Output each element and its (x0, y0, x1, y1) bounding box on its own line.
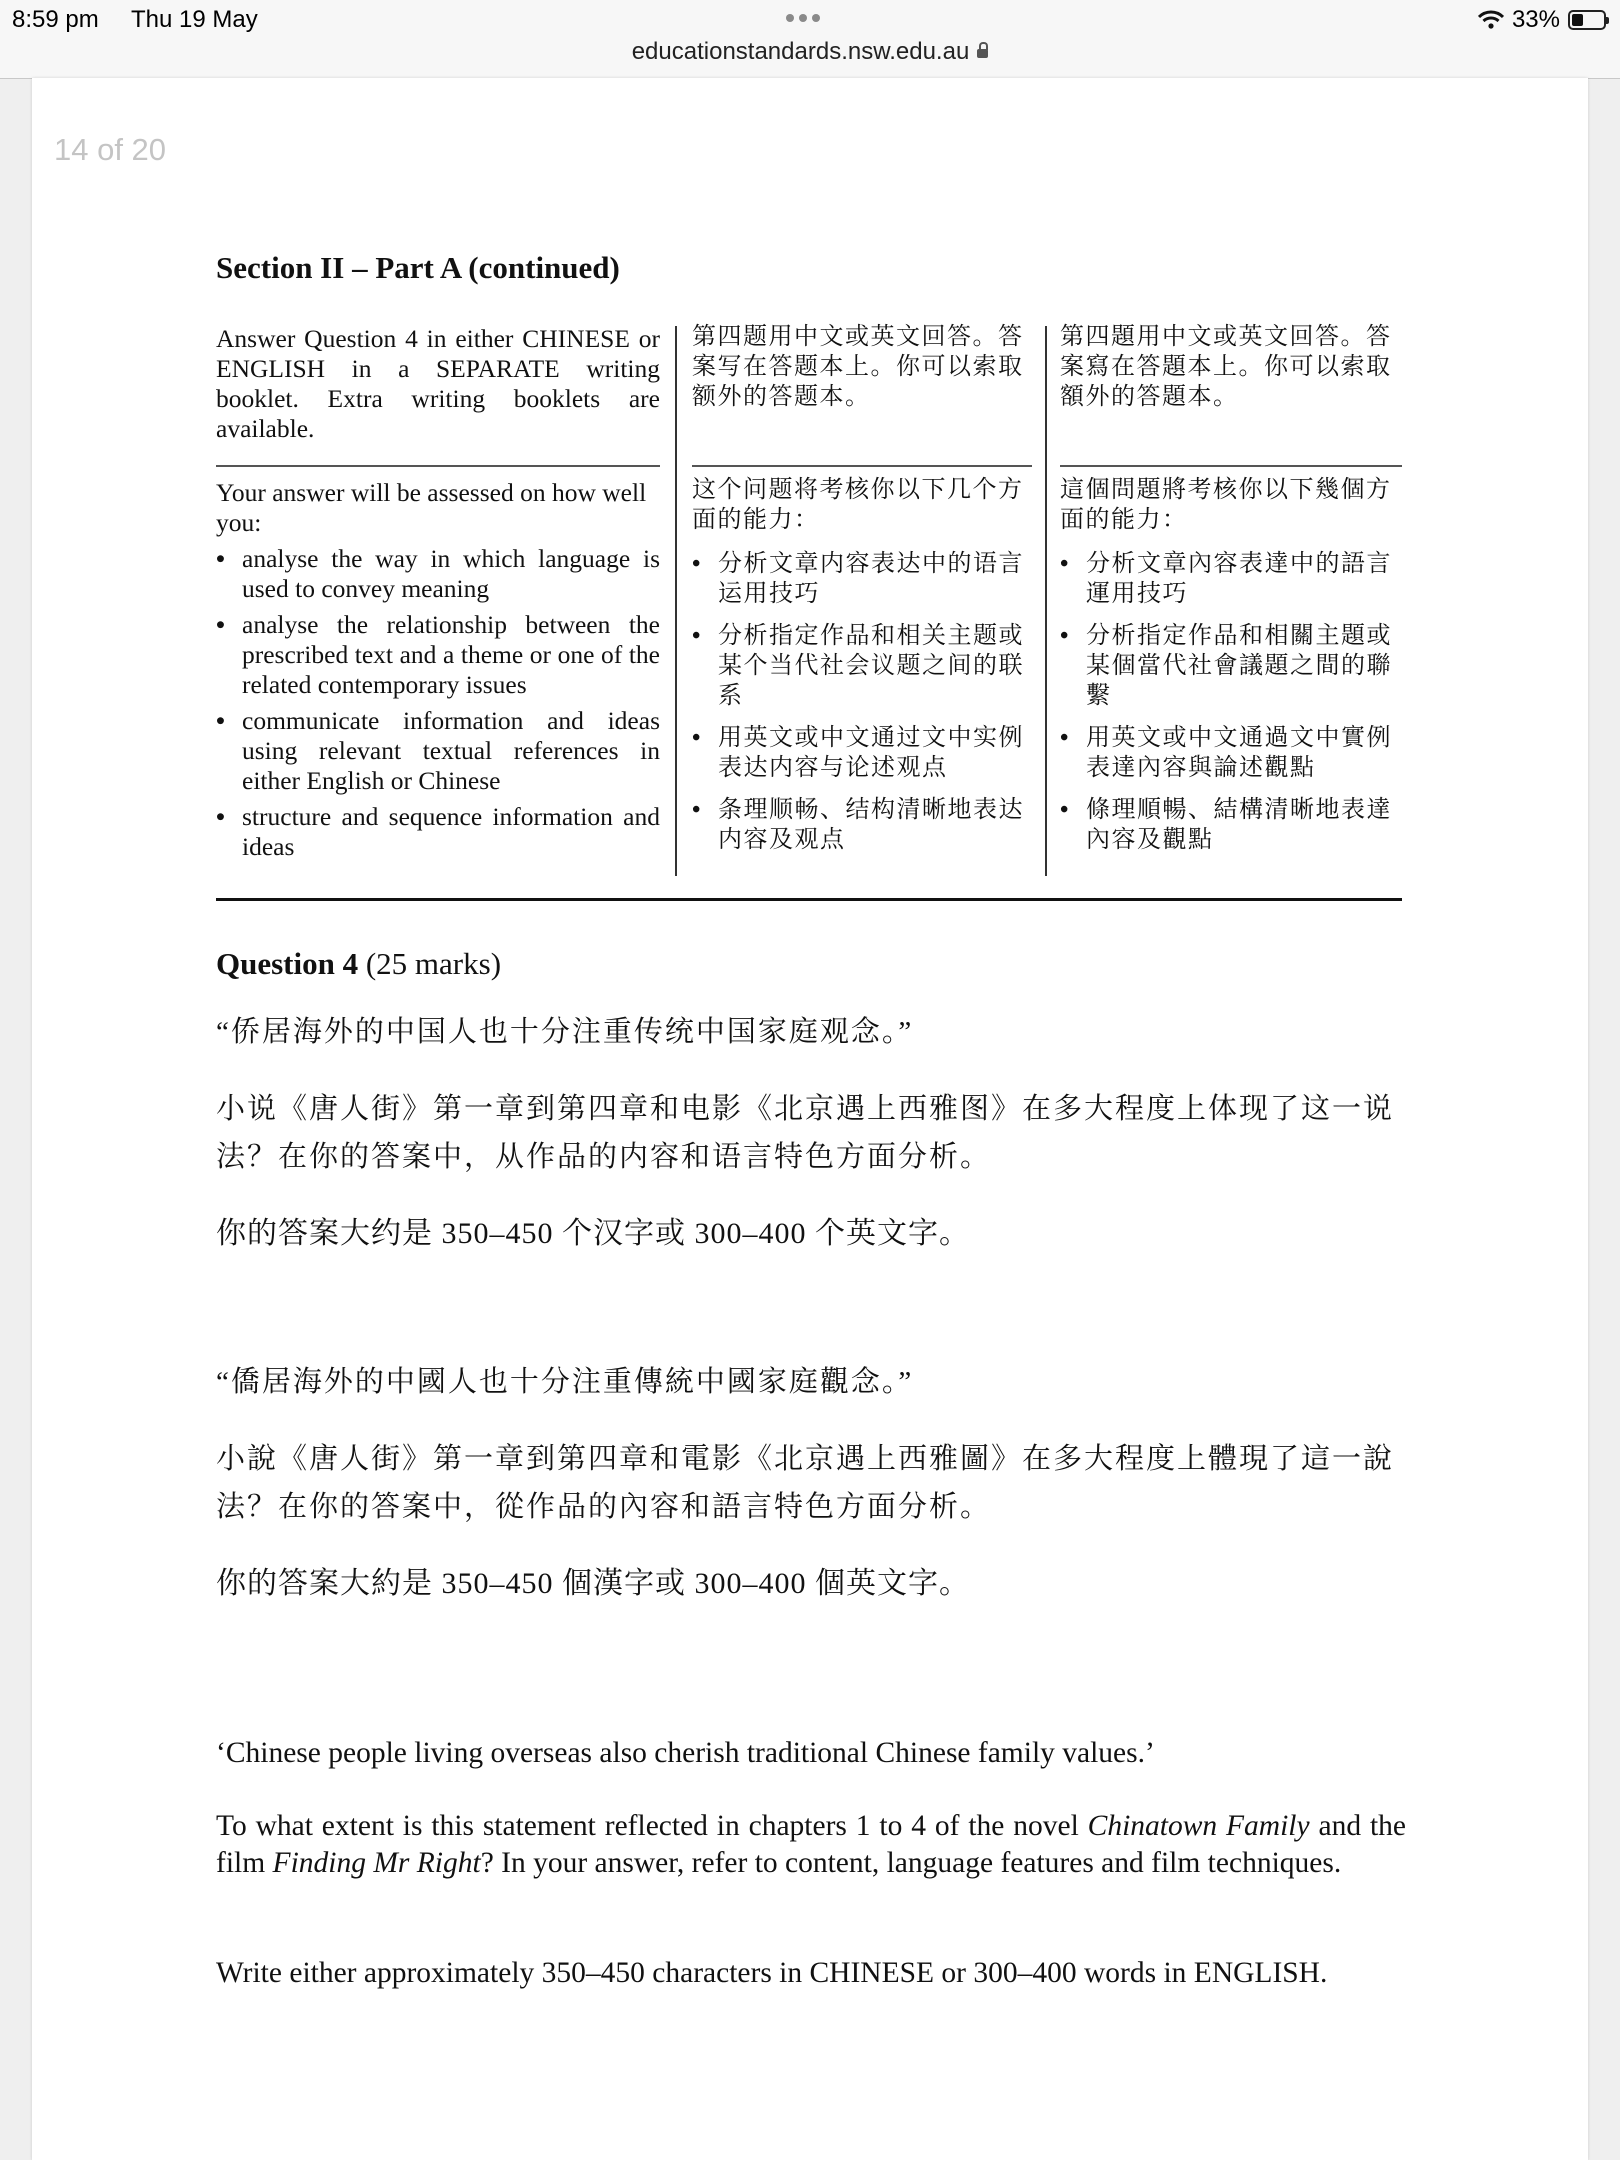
list-item: • 用英文或中文通過文中實例表達內容與論述觀點 (1060, 723, 1402, 783)
wifi-icon (1478, 10, 1504, 30)
assessment-simplified (692, 475, 1032, 861)
row-divider (216, 465, 660, 467)
assessment-simplified-list (692, 549, 1032, 855)
instructions-simplified-text: 第四题用中文或英文回答。答案写在答题本上。你可以索取额外的答题本。 (692, 324, 1024, 410)
instructions-traditional (1060, 322, 1402, 412)
status-time: 8:59 pm (12, 6, 99, 33)
row-divider (692, 465, 1032, 467)
english-prompt-part3: ? In your answer, refer to content, language features and film techniques. (480, 1847, 1342, 1879)
english-prompt-part2: and the film (216, 1810, 1406, 1879)
simplified-length: 你的答案大约是 350–450 个汉字或 300–400 个英文字。 (216, 1217, 970, 1250)
english-prompt (216, 1808, 1406, 1882)
traditional-prompt: 小說《唐人街》第一章到第四章和電影《北京遇上西雅圖》在多大程度上體現了這一說法？在你的答案中，從作品的內容和語言特色方面分析。 (216, 1443, 1395, 1523)
assessment-simplified-intro: 这个问题将考核你以下几个方面的能力： (692, 477, 1024, 533)
assessment-english-list (216, 544, 660, 862)
assessment-traditional (1060, 475, 1402, 861)
instructions-traditional-text: 第四題用中文或英文回答。答案寫在答題本上。你可以索取額外的答題本。 (1060, 324, 1392, 410)
list-item: • 分析指定作品和相關主題或某個當代社會議題之間的聯繫 (1060, 621, 1402, 711)
battery-percent: 33% (1511, 6, 1560, 33)
section-title: Section II – Part A (continued) (216, 250, 620, 285)
battery-icon (1568, 10, 1606, 30)
instructions-simplified (692, 322, 1032, 412)
question-marks: (25 marks) (365, 946, 502, 981)
status-date: Thu 19 May (131, 6, 258, 33)
assessment-english-intro: Your answer will be assessed on how well you: (216, 478, 647, 537)
row-divider (1060, 465, 1402, 467)
page-counter: 14 of 20 (54, 132, 167, 167)
list-item: • 分析文章内容表达中的语言运用技巧 (692, 549, 1032, 609)
novel-title: Chinatown Family (1087, 1810, 1310, 1842)
question-label: Question 4 (216, 946, 359, 981)
list-item: • 用英文或中文通过文中实例表达内容与论述观点 (692, 723, 1032, 783)
simplified-quote: “侨居海外的中国人也十分注重传统中国家庭观念。” (216, 1016, 914, 1048)
address-bar[interactable] (0, 38, 1620, 66)
list-item: • 分析文章內容表達中的語言運用技巧 (1060, 549, 1402, 609)
list-item: • 条理顺畅、结构清晰地表达内容及观点 (692, 795, 1032, 855)
status-bar (0, 0, 1620, 79)
film-title: Finding Mr Right (272, 1847, 481, 1879)
column-divider (675, 326, 677, 876)
english-quote: ‘Chinese people living overseas also cherish traditional Chinese family values.’ (216, 1737, 1155, 1769)
list-item: • structure and sequence information and ideas (216, 802, 660, 862)
english-length: Write either approximately 350–450 characters in CHINESE or 300–400 words in ENGLISH. (216, 1957, 1328, 1989)
table-bottom-rule (216, 898, 1402, 901)
assessment-traditional-intro: 這個問題將考核你以下幾個方面的能力： (1060, 477, 1392, 533)
list-item: • 條理順暢、結構清晰地表達內容及觀點 (1060, 795, 1402, 855)
simplified-prompt: 小说《唐人街》第一章到第四章和电影《北京遇上西雅图》在多大程度上体现了这一说法？在你的答案中，从作品的内容和语言特色方面分析。 (216, 1093, 1395, 1173)
traditional-quote: “僑居海外的中國人也十分注重傳統中國家庭觀念。” (216, 1366, 914, 1398)
lock-icon (977, 49, 988, 58)
list-item: • analyse the relationship between the prescribed text and a theme or one of the related contemporary issues (216, 610, 660, 700)
assessment-traditional-list (1060, 549, 1402, 855)
list-item: • analyse the way in which language is used to convey meaning (216, 544, 660, 604)
column-divider (1045, 326, 1047, 876)
list-item: • 分析指定作品和相关主题或某个当代社会议题之间的联系 (692, 621, 1032, 711)
traditional-length: 你的答案大約是 350–450 個漢字或 300–400 個英文字。 (216, 1567, 970, 1600)
instructions-english (216, 324, 660, 444)
list-item: • communicate information and ideas using relevant textual references in either English or Chinese (216, 706, 660, 796)
instructions-english-text: Answer Question 4 in either CHINESE or ENGLISH in a SEPARATE writing booklet. Extra writing booklets are available. (216, 324, 660, 443)
assessment-english (216, 478, 660, 868)
more-options-icon[interactable] (786, 14, 820, 22)
question-heading (216, 946, 501, 982)
english-prompt-part1: To what extent is this statement reflected in chapters 1 to 4 of the novel (216, 1810, 1088, 1842)
status-indicators (1478, 6, 1606, 34)
url-text: educationstandards.nsw.edu.au (631, 38, 970, 65)
